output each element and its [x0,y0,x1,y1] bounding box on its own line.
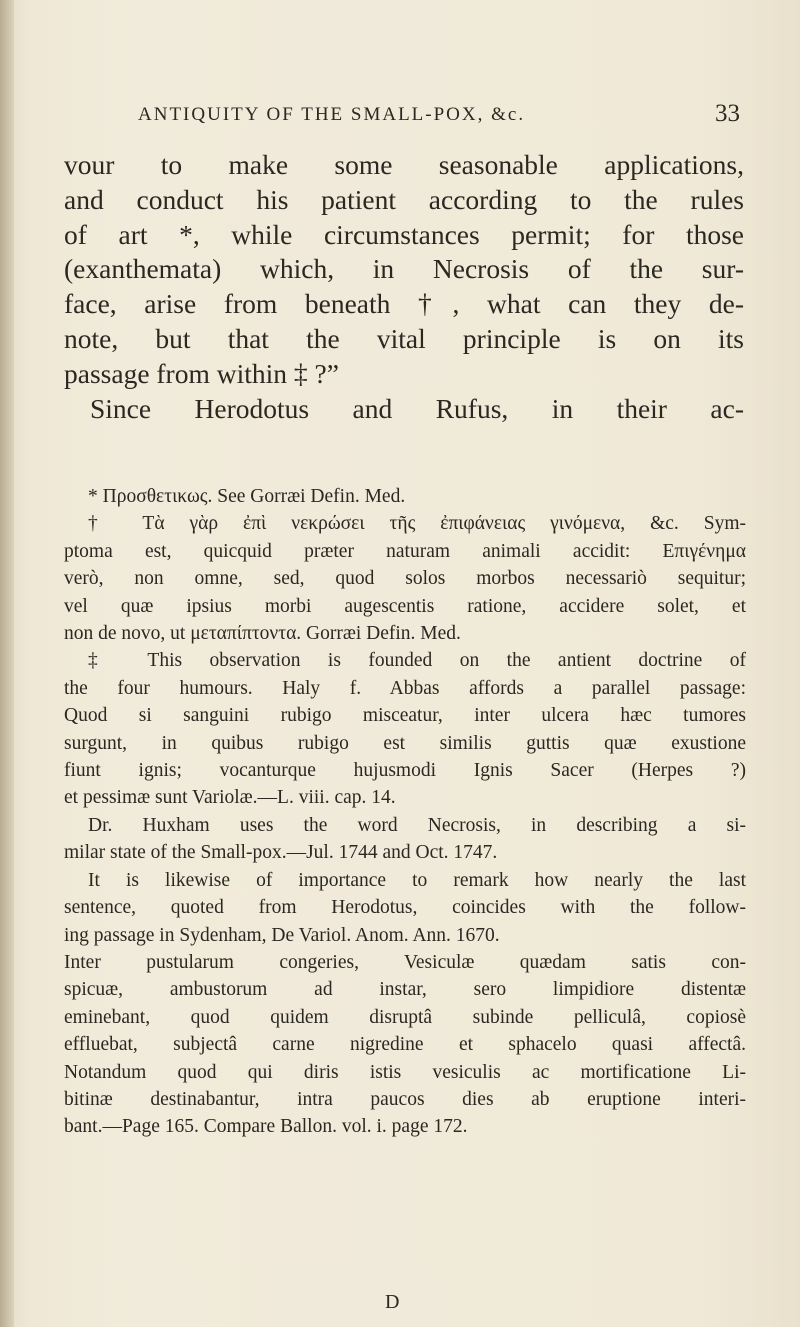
footnote-line: bitinæ destinabantur, intra paucos dies ab eruptione interi- [64,1088,746,1110]
footnote-line: bant.—Page 165. Compare Ballon. vol. i. page 172. [64,1116,468,1138]
footnote-line: * Προσθετικως. See Gorræi Defin. Med. [88,486,406,507]
body-line: vour to make some seasonable applications, [64,149,744,180]
body-line: note, but that the vital principle is on its [64,322,744,354]
body-line: face, arise from beneath †, what can they de- [64,288,744,320]
footnote-line: milar state of the Small-pox.—Jul. 1744 and Oct. 1747. [64,842,498,864]
footnote-line: et pessimæ sunt Variolæ.—L. viii. cap. 14. [64,787,396,809]
footnote-line: ing passage in Sydenham, De Variol. Anom. Ann. 1670. [64,924,500,946]
binding-gutter [0,0,14,1327]
body-line: passage from within ‡ ?” [64,357,339,389]
footnote-line: † Τὰ γὰρ ἐπὶ νεκρώσει τῆς ἐπιφάνειας γινόμενα, &c. Sym- [88,513,746,535]
footnote-line: verò, non omne, sed, quod solos morbos necessariò sequitur; [64,568,746,590]
footnote-line: sentence, quoted from Herodotus, coincides with the follow- [64,897,746,919]
footnote-line: Quod si sanguini rubigo misceatur, inter ulcera hæc tumores [64,705,746,727]
footnote-line: non de novo, ut μεταπίπτοντα. Gorræi Defin. Med. [64,623,461,645]
footnote-line: It is likewise of importance to remark how nearly the last [88,869,746,891]
footnote-line: fiunt ignis; vocanturque hujusmodi Ignis Sacer (Herpes ?) [64,760,746,782]
footnote-line: ‡ This observation is founded on the antient doctrine of [88,650,746,672]
footnote-line: Notandum quod qui diris istis vesiculis ac mortificatione Li- [64,1061,746,1083]
body-line: of art *, while circumstances permit; for those [64,218,744,250]
body-line: Since Herodotus and Rufus, in their ac- [90,392,744,424]
running-head: ANTIQUITY OF THE SMALL-POX, &c. [138,104,526,125]
footnote-line: ptoma est, quicquid præter naturam animali accidit: Επιγένημα [64,540,746,562]
footnote-line: surgunt, in quibus rubigo est similis guttis quæ exustione [64,732,746,754]
main-text [64,148,744,426]
signature-mark: D [385,1291,400,1313]
body-line: (exanthemata) which, in Necrosis of the sur- [64,253,744,285]
footnotes [64,483,746,1141]
page-number: 33 [715,100,740,127]
footnote-line: effluebat, subjectâ carne nigredine et sphacelo quasi affectâ. [64,1034,746,1056]
footnote-line: vel quæ ipsius morbi augescentis ratione, accidere solet, et [64,595,746,617]
footnote-line: Dr. Huxham uses the word Necrosis, in describing a si- [88,814,746,836]
body-line: and conduct his patient according to the rules [64,183,744,215]
footnote-line: the four humours. Haly f. Abbas affords a parallel passage: [64,677,746,699]
footnote-line: eminebant, quod quidem disruptâ subinde pelliculâ, copiosè [64,1006,746,1028]
footnote-line: spicuæ, ambustorum ad instar, sero limpidiore distentæ [64,979,746,1001]
page-header [138,100,740,134]
footnote-line: Inter pustularum congeries, Vesiculæ quædam satis con- [64,951,746,973]
